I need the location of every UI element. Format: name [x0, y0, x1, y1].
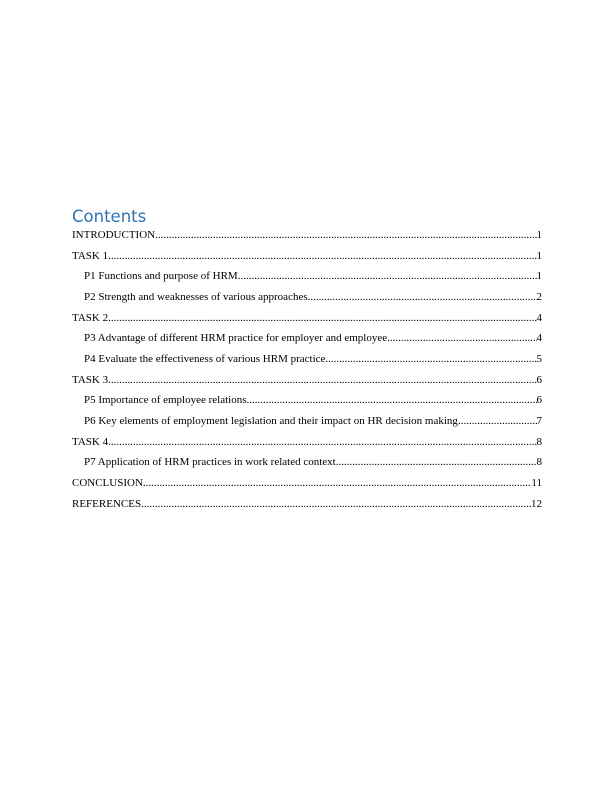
toc-heading: Contents — [72, 207, 147, 226]
toc-dot-leader — [141, 497, 531, 512]
toc-dot-leader — [325, 352, 536, 367]
toc-entry-page-number[interactable]: 1 — [536, 270, 542, 283]
toc-entry-page-number[interactable]: 11 — [531, 477, 542, 490]
toc-entry[interactable] — [72, 497, 542, 518]
toc-dot-leader — [458, 414, 537, 429]
toc-entry-page-number[interactable]: 12 — [531, 497, 542, 510]
toc-dot-leader — [387, 331, 536, 346]
toc-entry-page-number[interactable]: 1 — [536, 229, 542, 241]
toc-dot-leader — [155, 228, 536, 243]
toc-entry-title[interactable]: P5 Importance of employee relations — [84, 394, 247, 407]
toc-entry-page-number[interactable]: 8 — [536, 435, 542, 448]
toc-entry[interactable] — [72, 435, 542, 456]
table-of-contents — [72, 206, 542, 517]
toc-entry-page-number[interactable]: 7 — [536, 415, 542, 427]
toc-entry-page-number[interactable]: 5 — [536, 352, 542, 365]
toc-dot-leader — [108, 435, 536, 450]
toc-entry[interactable] — [72, 269, 542, 290]
toc-entry-page-number[interactable]: 4 — [536, 332, 542, 345]
toc-entry-title[interactable]: REFERENCES — [72, 497, 142, 510]
toc-entry[interactable] — [72, 414, 542, 435]
toc-entry-page-number[interactable]: 4 — [536, 311, 542, 324]
toc-entry-title[interactable]: INTRODUCTION — [72, 229, 156, 241]
toc-entry[interactable] — [72, 331, 542, 352]
toc-entry-title[interactable]: TASK 1 — [72, 249, 109, 262]
toc-dot-leader — [238, 269, 537, 284]
toc-entry-page-number[interactable]: 1 — [536, 249, 542, 262]
toc-dot-leader — [308, 290, 537, 305]
toc-dot-leader — [108, 311, 536, 326]
toc-entry[interactable] — [72, 393, 542, 414]
toc-entry[interactable] — [72, 290, 542, 311]
toc-entry[interactable] — [72, 228, 542, 249]
toc-entry-page-number[interactable]: 8 — [536, 456, 542, 469]
toc-entry[interactable] — [72, 352, 542, 373]
toc-dot-leader — [108, 249, 536, 264]
toc-entry-title[interactable]: P2 Strength and weaknesses of various approaches — [84, 290, 308, 303]
toc-entry-title[interactable]: P6 Key elements of employment legislation and their impact on HR decision making — [84, 415, 458, 427]
toc-dot-leader — [108, 373, 536, 388]
toc-entry-title[interactable]: TASK 4 — [72, 435, 109, 448]
toc-entry-title[interactable]: TASK 3 — [72, 373, 109, 386]
toc-list — [72, 228, 542, 517]
toc-entry[interactable] — [72, 373, 542, 394]
toc-entry-title[interactable]: P7 Application of HRM practices in work related context — [84, 456, 336, 469]
toc-entry-page-number[interactable]: 6 — [536, 373, 542, 386]
toc-entry[interactable] — [72, 455, 542, 476]
toc-entry-title[interactable]: CONCLUSION — [72, 477, 143, 490]
toc-entry-title[interactable]: P1 Functions and purpose of HRM — [84, 270, 238, 283]
toc-entry-title[interactable]: P4 Evaluate the effectiveness of various HRM practice — [84, 352, 326, 365]
toc-entry[interactable] — [72, 476, 542, 497]
toc-dot-leader — [336, 455, 537, 470]
toc-entry-page-number[interactable]: 2 — [536, 290, 542, 303]
toc-entry-title[interactable]: P3 Advantage of different HRM practice for employer and employee — [84, 332, 388, 345]
toc-dot-leader — [143, 476, 532, 491]
toc-entry[interactable] — [72, 311, 542, 332]
toc-dot-leader — [247, 393, 537, 408]
toc-entry[interactable] — [72, 249, 542, 270]
toc-entry-page-number[interactable]: 6 — [536, 394, 542, 407]
toc-entry-title[interactable]: TASK 2 — [72, 311, 109, 324]
